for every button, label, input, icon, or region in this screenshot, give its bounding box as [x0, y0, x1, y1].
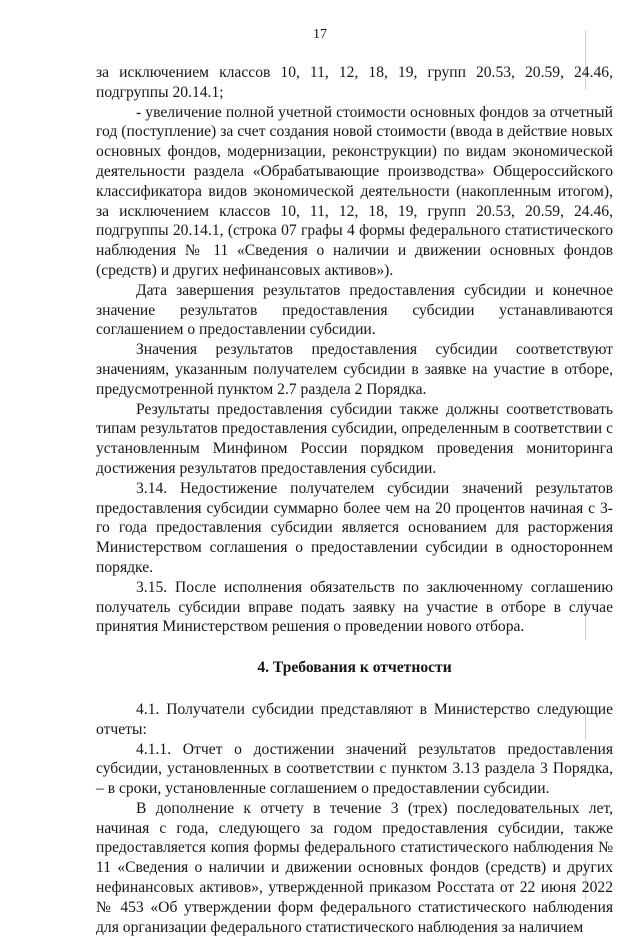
paragraph: 4.1. Получатели субсидии представляют в Министерство следующие отчеты:: [96, 700, 613, 738]
document-body: [96, 63, 613, 937]
paragraph: 3.15. После исполнения обязательств по заключенному соглашению получатель субсидии вправе подать заявку на участие в отборе в случае принятия Министерством решения о проведении нового отбора.: [96, 578, 613, 636]
paragraph: Значения результатов предоставления субсидии соответствуют значениям, указанным получателем субсидии в заявке на участие в отборе, предусмотренной пунктом 2.7 раздела 2 Порядка.: [96, 341, 613, 398]
paragraph: 3.14. Недостижение получателем субсидии значений результатов предоставления субсидии суммарно более чем на 20 процентов начиная с 3-го года предоставления субсидии является основанием для расторжения Министерством соглашения о предоставлении субсидии в одностороннем порядке.: [96, 479, 613, 576]
paragraph: - увеличение полной учетной стоимости основных фондов за отчетный год (поступление) за счет создания новой стоимости (ввода в действие новых основных фондов, модернизации, реконструкции) по видам экономической деятельности раздела «Обрабатывающие производства» Общероссийского классификатора видов экономической деятельности (накопленным итогом), за исключением классов 10, 11, 12, 18, 19, групп 20.53, 20.59, 24.46, подгруппы 20.14.1, (строка 07 графы 4 формы федерального статистического наблюдения № 11 «Сведения о наличии и движении основных фондов (средств) и других нефинансовых активов»).: [96, 103, 613, 279]
paragraph: Дата завершения результатов предоставления субсидии и конечное значение результатов предоставления субсидии устанавливаются соглашением о предоставлении субсидии.: [96, 281, 613, 339]
section-heading: 4. Требования к отчетности: [257, 659, 452, 677]
paragraph: за исключением классов 10, 11, 12, 18, 19, групп 20.53, 20.59, 24.46, подгруппы 20.14.1;: [96, 64, 613, 101]
paragraph: 4.1.1. Отчет о достижении значений результатов предоставления субсидии, установленных в соответствии с пунктом 3.13 раздела 3 Порядка, – в сроки, установленные соглашением о предоставлении субсидии.: [96, 740, 613, 798]
paragraph: В дополнение к отчету в течение 3 (трех) последовательных лет, начиная с года, следующего за годом предоставления субсидии, также предоставляется копия формы федерального статистического наблюдения № 11 «Сведения о наличии и движении основных фондов (средств) и других нефинансовых активов», утвержденной приказом Росстата от 22 июня 2022 № 453 «Об утверждении форм федерального статистического наблюдения для организации федерального статистического наблюдения за наличием: [96, 799, 613, 936]
paragraph: Результаты предоставления субсидии также должны соответствовать типам результатов предоставления субсидии, определенным в соответствии с установленным Минфином России порядком проведения мониторинга достижения результатов предоставления субсидии.: [96, 400, 613, 477]
page-number: 17: [313, 27, 327, 42]
